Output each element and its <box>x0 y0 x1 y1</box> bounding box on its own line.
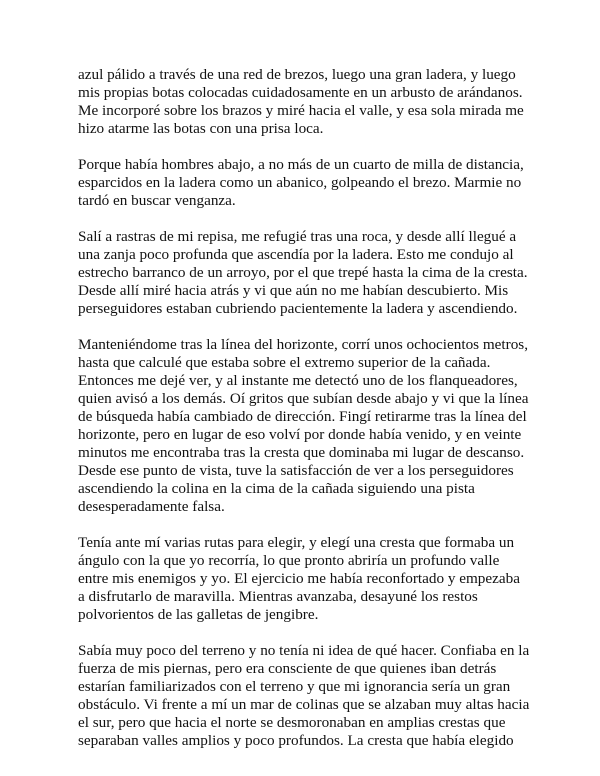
paragraph-3: Salí a rastras de mi repisa, me refugié tras una roca, y desde allí llegué a una zanja poco profunda que ascendía por la ladera. Esto me condujo al estrecho barranco de un arroyo, por el que trepé hasta la cima de la cresta. Desde allí miré hacia atrás y vi que aún no me habían descubierto. Mis perseguidores estaban cubriendo pacientemente la ladera y ascendiendo. <box>78 228 528 317</box>
document-page <box>78 66 530 750</box>
paragraph-2: Porque había hombres abajo, a no más de un cuarto de milla de distancia, esparcidos en la ladera como un abanico, golpeando el brezo. Marmie no tardó en buscar venganza. <box>78 156 524 209</box>
paragraph-6: Sabía muy poco del terreno y no tenía ni idea de qué hacer. Confiaba en la fuerza de mis piernas, pero era consciente de que quienes iban detrás estarían familiarizados con el terreno y que mi ignorancia sería un gran obstáculo. Vi frente a mí un mar de colinas que se alzaban muy altas hacia el sur, pero que hacia el norte se desmoronaban en amplias crestas que separaban valles amplios y poco profundos. La cresta que había elegido <box>78 642 530 749</box>
paragraph-4: Manteniéndome tras la línea del horizonte, corrí unos ochocientos metros, hasta que calculé que estaba sobre el extremo superior de la cañada. Entonces me dejé ver, y al instante me detectó uno de los flanqueadores, quien avisó a los demás. Oí gritos que subían desde abajo y vi que la línea de búsqueda había cambiado de dirección. Fingí retirarme tras la línea del horizonte, pero en lugar de eso volví por donde había venido, y en veinte minutos me encontraba tras la cresta que dominaba mi lugar de descanso. Desde ese punto de vista, tuve la satisfacción de ver a los perseguidores ascendiendo la colina en la cima de la cañada siguiendo una pista desesperadamente falsa. <box>78 336 529 515</box>
paragraph-1: azul pálido a través de una red de brezos, luego una gran ladera, y luego mis propias botas colocadas cuidadosamente en un arbusto de arándanos. Me incorporé sobre los brazos y miré hacia el valle, y esa sola mirada me hizo atarme las botas con una prisa loca. <box>78 66 524 137</box>
paragraph-5: Tenía ante mí varias rutas para elegir, y elegí una cresta que formaba un ángulo con la que yo recorría, lo que pronto abriría un profundo valle entre mis enemigos y yo. El ejercicio me había reconfortado y empezaba a disfrutarlo de maravilla. Mientras avanzaba, desayuné los restos polvorientos de las galletas de jengibre. <box>78 534 520 623</box>
